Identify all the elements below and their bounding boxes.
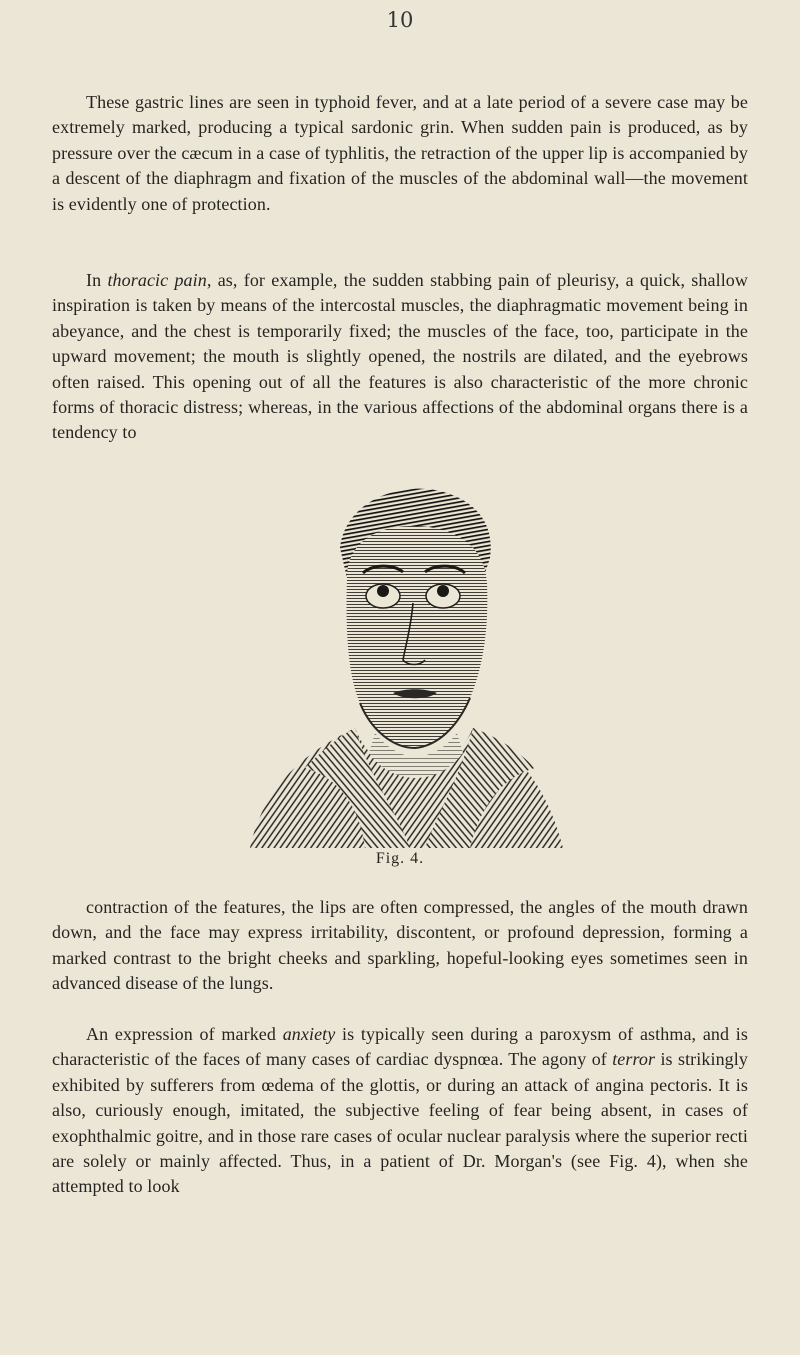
paragraph-thoracic-pain <box>52 268 748 446</box>
paragraph-gastric-lines <box>52 90 748 217</box>
paragraph-text: as, for example, the sudden stabbing pain of pleurisy, a quick, shallow inspiration is taken by means of the intercostal muscles, the diaphragmatic movement being in abeyance, and the chest is temporarily fixed; the muscles of the face, too, participate in the upward movement; the mouth is slightly opened, the nostrils are dilated, and the eyebrows often raised. This opening out of all the features is also characteristic of the more chronic forms of thoracic distress; whereas, in the various affections of the abdominal organs there is a tendency to <box>52 270 749 443</box>
paragraph-intro: In <box>86 270 108 290</box>
paragraph-text-b: is typically seen during a paroxysm of asthma, and is characteristic of the faces of many cases of cardiac dyspnœa. The agony of <box>52 1024 748 1070</box>
paragraph-text-a: An expression of marked <box>86 1024 283 1044</box>
paragraph-text-c: is strikingly exhibited by sufferers from œdema of the glottis, or during an attack of angina pectoris. It is also, curiously enough, imitated, the subjective feeling of fear being absent, in cases of exophthalmic goitre, and in those rare cases of ocular nuclear paralysis where the superior recti are solely or mainly affected. Thus, in a patient of Dr. Morgan's (see Fig. 4), when she attempted to look <box>52 1049 748 1197</box>
emphasis-terror: terror <box>612 1049 656 1070</box>
page-number: 10 <box>386 8 414 32</box>
paragraph-contraction <box>52 895 748 997</box>
face-engraving-illustration <box>245 478 565 848</box>
paragraph-text: contraction of the features, the lips are often compressed, the angles of the mouth drawn down, and the face may express irritability, discontent, or profound depression, forming a marked contrast to the bright cheeks and sparkling, hopeful-looking eyes sometimes seen in advanced disease of the lungs. <box>52 897 748 994</box>
figure-caption: Fig. 4. <box>375 850 425 867</box>
paragraph-anxiety-terror <box>52 1022 748 1200</box>
emphasis-anxiety: anxiety <box>282 1024 336 1044</box>
paragraph-text: These gastric lines are seen in typhoid fever, and at a late period of a severe case may be extremely marked, producing a typical sardonic grin. When sudden pain is produced, as by pressure over the cæcum in a case of typhlitis, the retraction of the upper lip is accompanied by a descent of the diaphragm and fixation of the muscles of the abdominal wall—the movement is evidently one of protection. <box>52 92 748 214</box>
emphasis-thoracic-pain: thoracic pain, <box>107 270 212 290</box>
figure-4-engraving <box>245 478 565 848</box>
